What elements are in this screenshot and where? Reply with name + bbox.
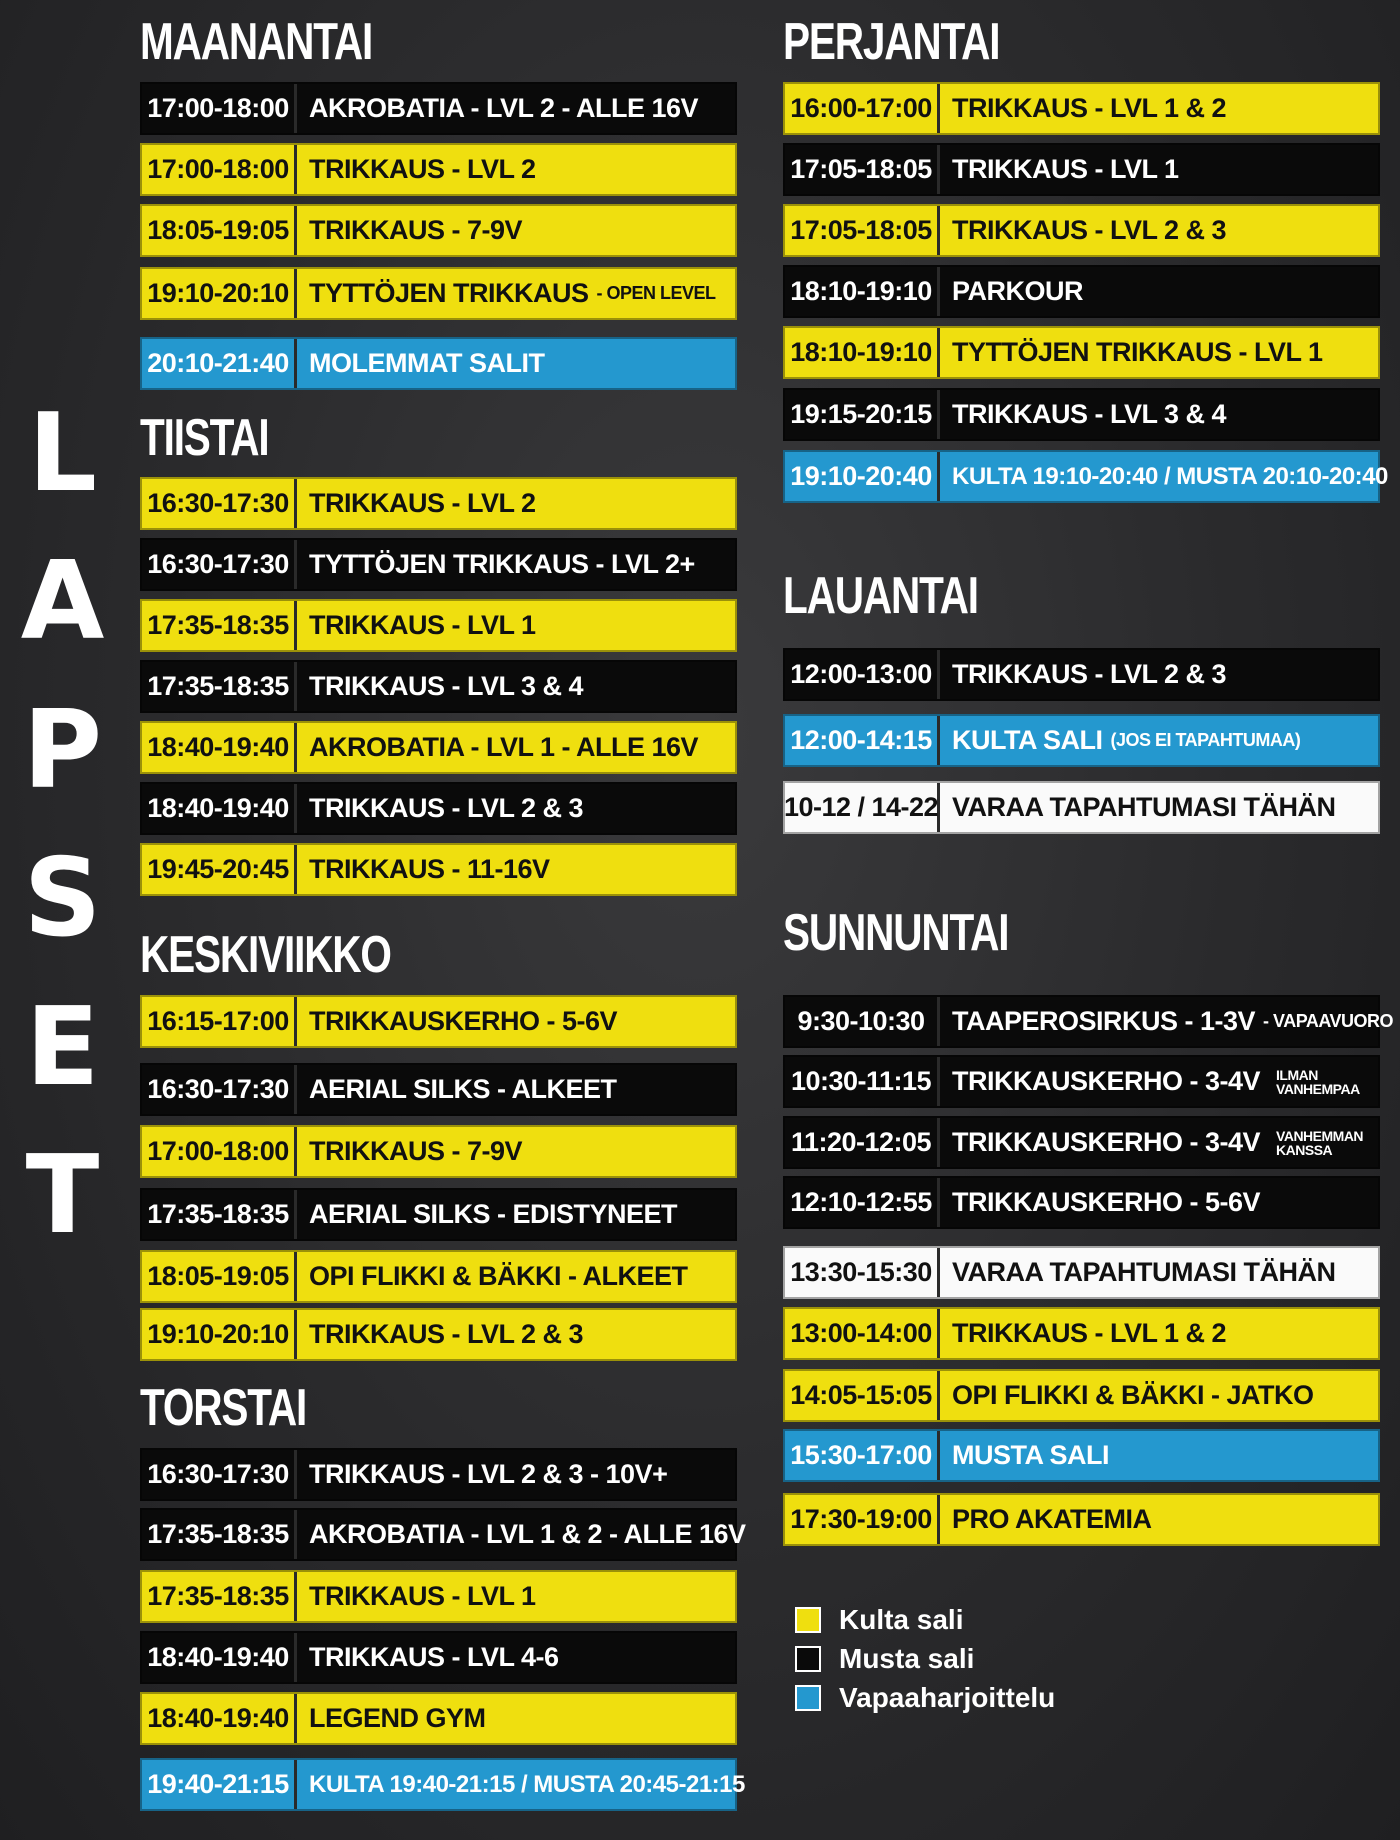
class-name: TRIKKAUS - LVL 1 & 2 — [952, 93, 1227, 123]
time-slot: 20:10-21:40 — [142, 339, 297, 388]
legend-label: Musta sali — [839, 1642, 975, 1674]
class-note — [1276, 1129, 1363, 1157]
time-slot: 17:05-18:05 — [785, 206, 940, 255]
schedule-row — [783, 1307, 1380, 1360]
schedule-row — [783, 1493, 1380, 1546]
time-slot: 16:00-17:00 — [785, 84, 940, 133]
schedule-row — [140, 1250, 737, 1303]
class-name: TRIKKAUSKERHO - 5-6V — [952, 1187, 1261, 1217]
time-slot: 18:40-19:40 — [142, 1694, 297, 1743]
class-name: TYTTÖJEN TRIKKAUS - LVL 2+ — [309, 549, 695, 579]
schedule-row — [140, 1125, 737, 1178]
class-name: PARKOUR — [952, 276, 1083, 306]
class-name: AKROBATIA - LVL 1 - ALLE 16V — [309, 732, 699, 762]
schedule-row — [783, 1055, 1380, 1108]
schedule-row — [783, 326, 1380, 379]
class-note-line: KANSSA — [1276, 1141, 1333, 1158]
schedule-row — [140, 843, 737, 896]
time-slot: 9:30-10:30 — [785, 997, 940, 1046]
time-slot: 17:05-18:05 — [785, 145, 940, 194]
time-slot: 16:30-17:30 — [142, 1450, 297, 1499]
schedule-row — [140, 477, 737, 530]
schedule-row — [783, 143, 1380, 196]
class-name: TRIKKAUSKERHO - 3-4V — [952, 1066, 1261, 1096]
side-title-letter: L — [28, 391, 97, 516]
class-name: TRIKKAUS - LVL 4-6 — [309, 1642, 559, 1672]
schedule-row — [140, 143, 737, 196]
class-name: TYTTÖJEN TRIKKAUS - LVL 1 — [952, 337, 1323, 367]
class-name: TYTTÖJEN TRIKKAUS — [309, 278, 589, 308]
class-name: TRIKKAUS - LVL 1 — [309, 1581, 536, 1611]
schedule-row — [783, 204, 1380, 257]
day-heading: TIISTAI — [140, 409, 269, 467]
time-slot: 17:00-18:00 — [142, 145, 297, 194]
schedule-row — [783, 388, 1380, 441]
class-note-line: VANHEMMAN — [1276, 1127, 1364, 1144]
schedule-row — [140, 337, 737, 390]
time-slot: 19:15-20:15 — [785, 390, 940, 439]
class-name: TRIKKAUS - LVL 3 & 4 — [952, 399, 1227, 429]
time-slot: 19:10-20:10 — [142, 269, 297, 318]
legend-item — [795, 1678, 1055, 1717]
class-name: OPI FLIKKI & BÄKKI - ALKEET — [309, 1261, 688, 1291]
schedule-row — [783, 1369, 1380, 1422]
class-name: TRIKKAUS - LVL 1 — [309, 610, 536, 640]
class-name: TRIKKAUS - LVL 2 & 3 — [952, 215, 1227, 245]
class-name: TRIKKAUS - LVL 2 — [309, 154, 536, 184]
legend-swatch — [795, 1607, 821, 1633]
class-note: (JOS EI TAPAHTUMAA) — [1110, 730, 1301, 750]
schedule-row — [140, 995, 737, 1048]
class-name: VARAA TAPAHTUMASI TÄHÄN — [952, 792, 1336, 822]
schedule-row — [140, 599, 737, 652]
schedule-row — [783, 1429, 1380, 1482]
schedule-row — [140, 721, 737, 774]
time-slot: 17:30-19:00 — [785, 1495, 940, 1544]
class-name: AKROBATIA - LVL 1 & 2 - ALLE 16V — [309, 1519, 746, 1549]
schedule-row — [140, 1692, 737, 1745]
time-slot: 17:00-18:00 — [142, 1127, 297, 1176]
class-name: TRIKKAUS - 7-9V — [309, 215, 523, 245]
class-name: VARAA TAPAHTUMASI TÄHÄN — [952, 1257, 1336, 1287]
legend-item — [795, 1600, 1055, 1639]
legend — [795, 1600, 1055, 1717]
time-slot: 12:00-14:15 — [785, 716, 940, 765]
class-name: TRIKKAUS - 7-9V — [309, 1136, 523, 1166]
legend-swatch — [795, 1646, 821, 1672]
time-slot: 17:35-18:35 — [142, 662, 297, 711]
schedule-row — [140, 204, 737, 257]
class-note: - OPEN LEVEL — [596, 283, 716, 303]
time-slot: 18:40-19:40 — [142, 1633, 297, 1682]
time-slot: 18:40-19:40 — [142, 723, 297, 772]
legend-label: Vapaaharjoittelu — [839, 1681, 1056, 1713]
schedule-row — [140, 660, 737, 713]
class-name: TRIKKAUS - LVL 2 & 3 — [309, 1319, 584, 1349]
side-title-letter: E — [25, 984, 100, 1110]
time-slot: 19:10-20:40 — [785, 452, 940, 501]
legend-item — [795, 1639, 1055, 1678]
time-slot: 16:30-17:30 — [142, 479, 297, 528]
schedule-row — [140, 1631, 737, 1684]
time-slot: 16:30-17:30 — [142, 540, 297, 589]
class-note-line: ILMAN — [1276, 1066, 1318, 1083]
schedule-row — [140, 82, 737, 135]
schedule-row — [140, 1063, 737, 1116]
schedule-row — [783, 1116, 1380, 1169]
class-name: TRIKKAUS - LVL 2 & 3 — [309, 793, 584, 823]
day-heading: LAUANTAI — [783, 567, 978, 625]
class-name: PRO AKATEMIA — [952, 1504, 1152, 1534]
time-slot: 16:30-17:30 — [142, 1065, 297, 1114]
time-slot: 12:00-13:00 — [785, 650, 940, 699]
class-name: TAAPEROSIRKUS - 1-3V — [952, 1006, 1256, 1036]
time-slot: 18:05-19:05 — [142, 206, 297, 255]
schedule-row — [783, 1176, 1380, 1229]
schedule-row — [783, 714, 1380, 767]
schedule-row — [783, 995, 1394, 1048]
class-name: MUSTA SALI — [952, 1440, 1109, 1470]
class-name: OPI FLIKKI & BÄKKI - JATKO — [952, 1380, 1314, 1410]
schedule-row — [140, 1570, 737, 1623]
class-name: AKROBATIA - LVL 2 - ALLE 16V — [309, 93, 699, 123]
class-name: TRIKKAUS - LVL 3 & 4 — [309, 671, 584, 701]
class-name: TRIKKAUSKERHO - 3-4V — [952, 1127, 1261, 1157]
time-slot: 15:30-17:00 — [785, 1431, 940, 1480]
schedule-row — [140, 267, 737, 320]
class-name: TRIKKAUS - LVL 2 & 3 — [952, 659, 1227, 689]
time-slot: 17:00-18:00 — [142, 84, 297, 133]
schedule-row — [140, 1448, 737, 1501]
class-name: AERIAL SILKS - EDISTYNEET — [309, 1199, 678, 1229]
day-heading: TORSTAI — [140, 1379, 307, 1437]
time-slot: 19:10-20:10 — [142, 1310, 297, 1359]
schedule-row — [140, 1308, 737, 1361]
class-name: MOLEMMAT SALIT — [309, 348, 545, 378]
time-slot: 18:40-19:40 — [142, 784, 297, 833]
schedule-row — [783, 82, 1380, 135]
time-slot: 10-12 / 14-22 — [785, 783, 940, 832]
schedule-row — [140, 538, 737, 591]
time-slot: 17:35-18:35 — [142, 1572, 297, 1621]
class-name: AERIAL SILKS - ALKEET — [309, 1074, 617, 1104]
class-name: TRIKKAUS - LVL 1 & 2 — [952, 1318, 1227, 1348]
class-note — [1276, 1068, 1360, 1096]
time-slot: 13:00-14:00 — [785, 1309, 940, 1358]
time-slot: 11:20-12:05 — [785, 1118, 940, 1167]
class-name: KULTA 19:40-21:15 / MUSTA 20:45-21:15 — [309, 1770, 745, 1798]
time-slot: 17:35-18:35 — [142, 601, 297, 650]
class-name: TRIKKAUS - 11-16V — [309, 854, 550, 884]
day-heading: MAANANTAI — [140, 13, 373, 71]
time-slot: 18:10-19:10 — [785, 267, 940, 316]
legend-label: Kulta sali — [839, 1603, 964, 1635]
legend-swatch — [795, 1685, 821, 1711]
schedule-row — [140, 1188, 737, 1241]
time-slot: 17:35-18:35 — [142, 1510, 297, 1559]
class-name: KULTA SALI — [952, 725, 1103, 755]
time-slot: 12:10-12:55 — [785, 1178, 940, 1227]
time-slot: 10:30-11:15 — [785, 1057, 940, 1106]
day-heading: KESKIVIIKKO — [140, 926, 391, 984]
time-slot: 18:10-19:10 — [785, 328, 940, 377]
class-note-line: VANHEMPAA — [1276, 1080, 1360, 1097]
schedule-row — [140, 782, 737, 835]
side-title-lapset — [0, 391, 125, 1258]
time-slot: 13:30-15:30 — [785, 1248, 940, 1297]
day-heading: PERJANTAI — [783, 13, 1000, 71]
schedule-row — [140, 1508, 746, 1561]
schedule-row — [783, 781, 1380, 834]
side-title-letter: T — [25, 1132, 100, 1258]
time-slot: 18:05-19:05 — [142, 1252, 297, 1301]
class-note: - VAPAAVUORO — [1263, 1011, 1394, 1031]
side-title-letter: P — [22, 687, 103, 813]
schedule-row — [783, 1246, 1380, 1299]
schedule-row — [783, 648, 1380, 701]
class-name: TRIKKAUS - LVL 1 — [952, 154, 1179, 184]
day-heading: SUNNUNTAI — [783, 904, 1009, 962]
class-name: TRIKKAUS - LVL 2 — [309, 488, 536, 518]
class-name: LEGEND GYM — [309, 1703, 486, 1733]
time-slot: 19:40-21:15 — [142, 1760, 297, 1809]
side-title-letter: A — [20, 539, 105, 665]
time-slot: 14:05-15:05 — [785, 1371, 940, 1420]
class-name: TRIKKAUS - LVL 2 & 3 - 10V+ — [309, 1459, 668, 1489]
schedule-row — [783, 265, 1380, 318]
time-slot: 17:35-18:35 — [142, 1190, 297, 1239]
side-title-letter: S — [23, 836, 102, 962]
schedule-row — [783, 450, 1388, 503]
class-name: TRIKKAUSKERHO - 5-6V — [309, 1006, 618, 1036]
time-slot: 16:15-17:00 — [142, 997, 297, 1046]
time-slot: 19:45-20:45 — [142, 845, 297, 894]
schedule-row — [140, 1758, 745, 1811]
class-name: KULTA 19:10-20:40 / MUSTA 20:10-20:40 — [952, 462, 1388, 490]
